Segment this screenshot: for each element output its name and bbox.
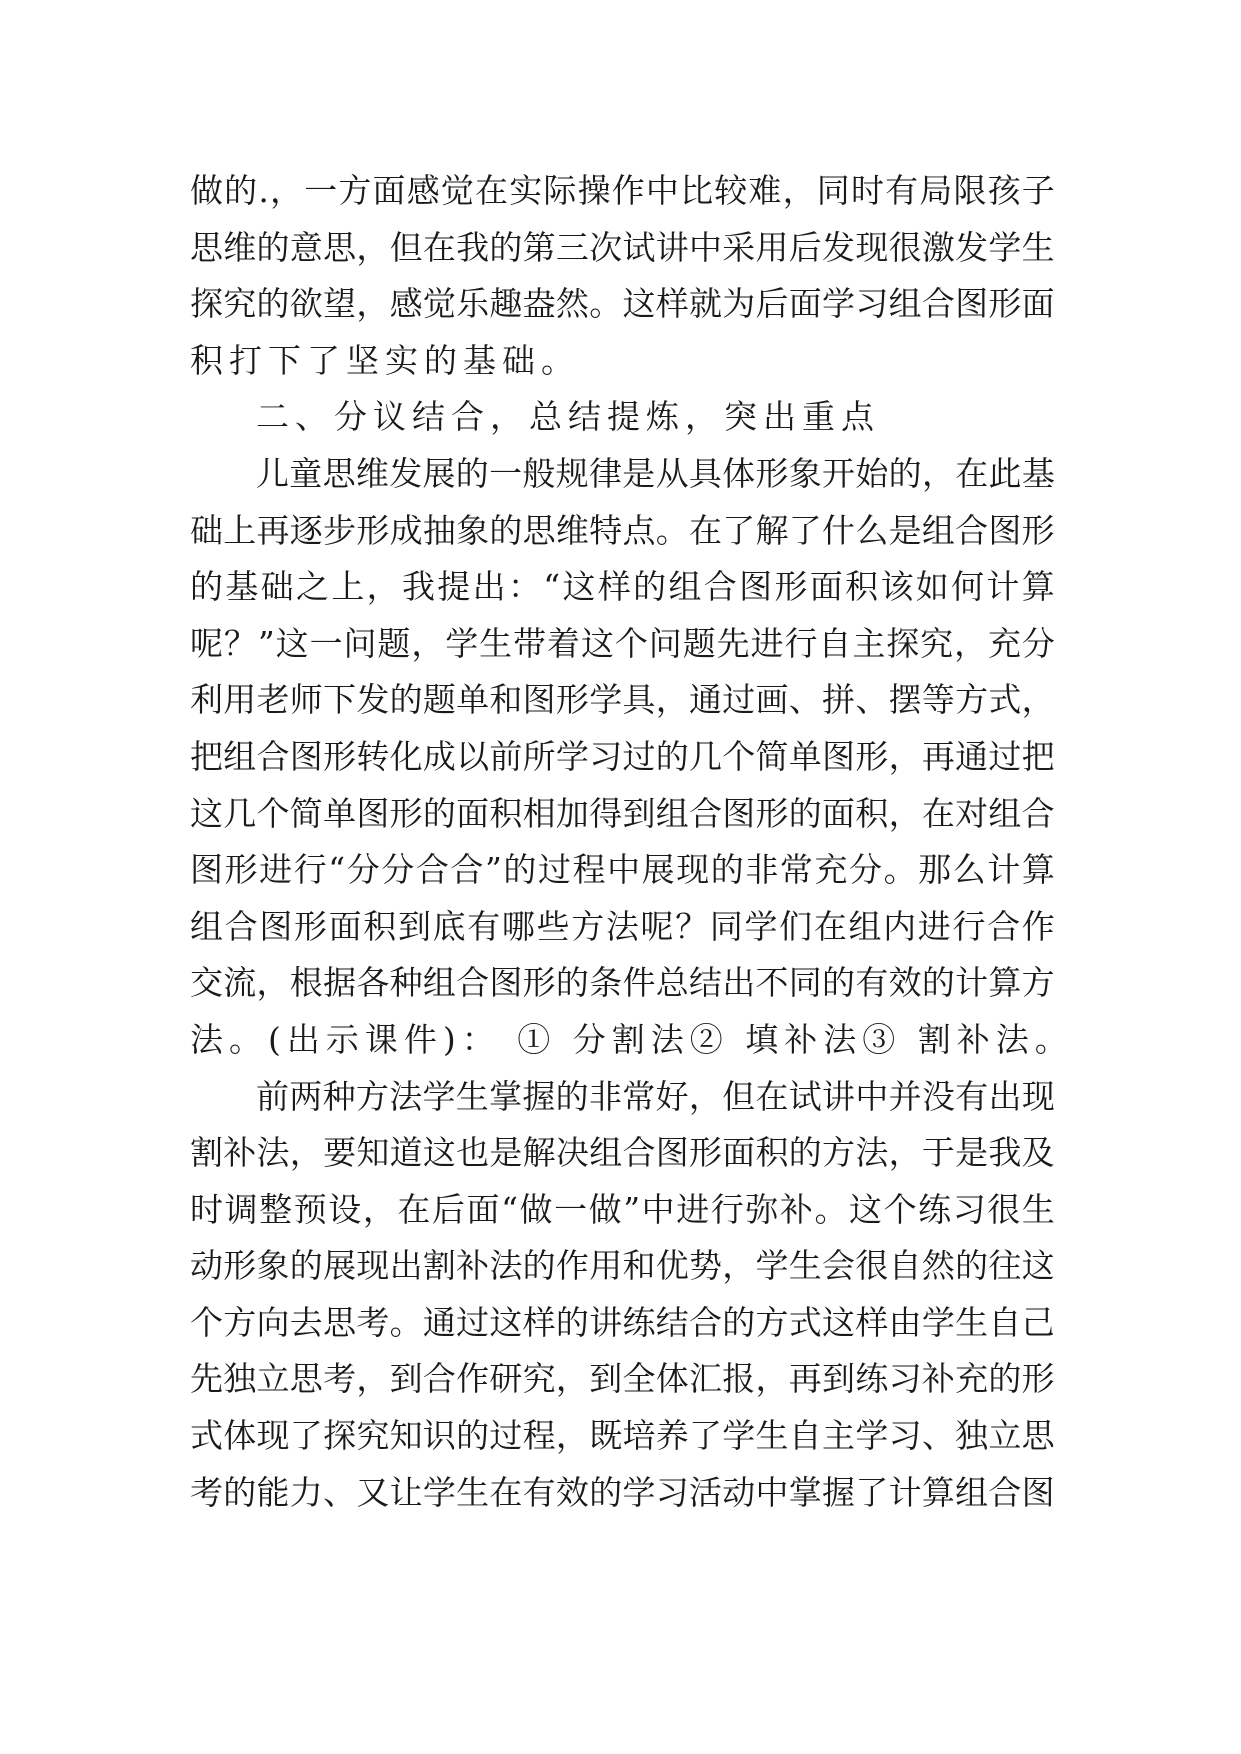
text-line: 利 用 老 师 下 发 的 题 单 和 图 形 学 具 ， 通 过 画 、 拼 、 摆 等 方 式 ， [190,680,1055,720]
text-line: 个 方 向 去 思 考 。 通 过 这 样 的 讲 练 结 合 的 方 式 这 样 由 学 生 自 己 [190,1302,1055,1342]
text-line: 把 组 合 图 形 转 化 成 以 前 所 学 习 过 的 几 个 简 单 图 形 ， 再 通 过 把 [190,736,1055,776]
text-line: 础 上 再 逐 步 形 成 抽 象 的 思 维 特 点 。 在 了 解 了 什 么 是 组 合 图 形 [190,510,1055,550]
text-line: 法。(出示课件)： ① 分割法② 填补法③ 割补法。 [190,1019,1074,1059]
text-line: 做 的 . ， 一 方 面 感 觉 在 实 际 操 作 中 比 较 难 ， 同 时 有 局 限 孩 子 [190,171,1055,210]
text-line: 组 合 图 形 面 积 到 底 有 哪 些 方 法 呢 ？ 同 学 们 在 组 内 进 行 合 作 [190,906,1055,946]
text-line: 积打下了坚实的基础。 [190,340,580,380]
text-line: 式 体 现 了 探 究 知 识 的 过 程 ， 既 培 养 了 学 生 自 主 学 习 、 独 立 思 [190,1416,1055,1456]
text-line: 先 独 立 思 考 ， 到 合 作 研 究 ， 到 全 体 汇 报 ， 再 到 练 习 补 充 的 形 [190,1359,1055,1399]
text-line: 考 的 能 力 、 又 让 学 生 在 有 效 的 学 习 活 动 中 掌 握 了 计 算 组 合 图 [190,1472,1055,1512]
text-line: 交 流 ， 根 据 各 种 组 合 图 形 的 条 件 总 结 出 不 同 的 有 效 的 计 算 方 [190,963,1055,1003]
text-line: 儿 童 思 维 发 展 的 一 般 规 律 是 从 具 体 形 象 开 始 的 ， 在 此 基 [256,453,1055,493]
document-body [190,163,1074,1521]
text-line: 前 两 种 方 法 学 生 掌 握 的 非 常 好 ， 但 在 试 讲 中 并 没 有 出 现 [256,1076,1055,1116]
text-line: 割 补 法 ， 要 知 道 这 也 是 解 决 组 合 图 形 面 积 的 方 法 ， 于 是 我 及 [190,1133,1055,1173]
section-heading: 二、分议结合，总结提炼，突出重点 [256,397,880,437]
text-line: 思 维 的 意 思 ， 但 在 我 的 第 三 次 试 讲 中 采 用 后 发 现 很 激 发 学 生 [190,227,1055,267]
text-line: 动 形 象 的 展 现 出 割 补 法 的 作 用 和 优 势 ， 学 生 会 很 自 然 的 往 这 [190,1246,1055,1286]
text-line: 时 调 整 预 设 ， 在 后 面 “ 做 一 做 ” 中 进 行 弥 补 。 这 个 练 习 很 生 [190,1189,1055,1229]
text-line: 这 几 个 简 单 图 形 的 面 积 相 加 得 到 组 合 图 形 的 面 积 ， 在 对 组 合 [190,793,1055,833]
text-line: 呢 ？ ” 这 一 问 题 ， 学 生 带 着 这 个 问 题 先 进 行 自 主 探 究 ， 充 分 [190,623,1055,663]
text-line: 图 形 进 行 “ 分 分 合 合 ” 的 过 程 中 展 现 的 非 常 充 分 。 那 么 计 算 [190,850,1055,890]
text-line: 的 基 础 之 上 ， 我 提 出 ： “ 这 样 的 组 合 图 形 面 积 该 如 何 计 算 [190,567,1055,607]
text-line: 探 究 的 欲 望 ， 感 觉 乐 趣 盎 然 。 这 样 就 为 后 面 学 习 组 合 图 形 面 [190,284,1055,324]
